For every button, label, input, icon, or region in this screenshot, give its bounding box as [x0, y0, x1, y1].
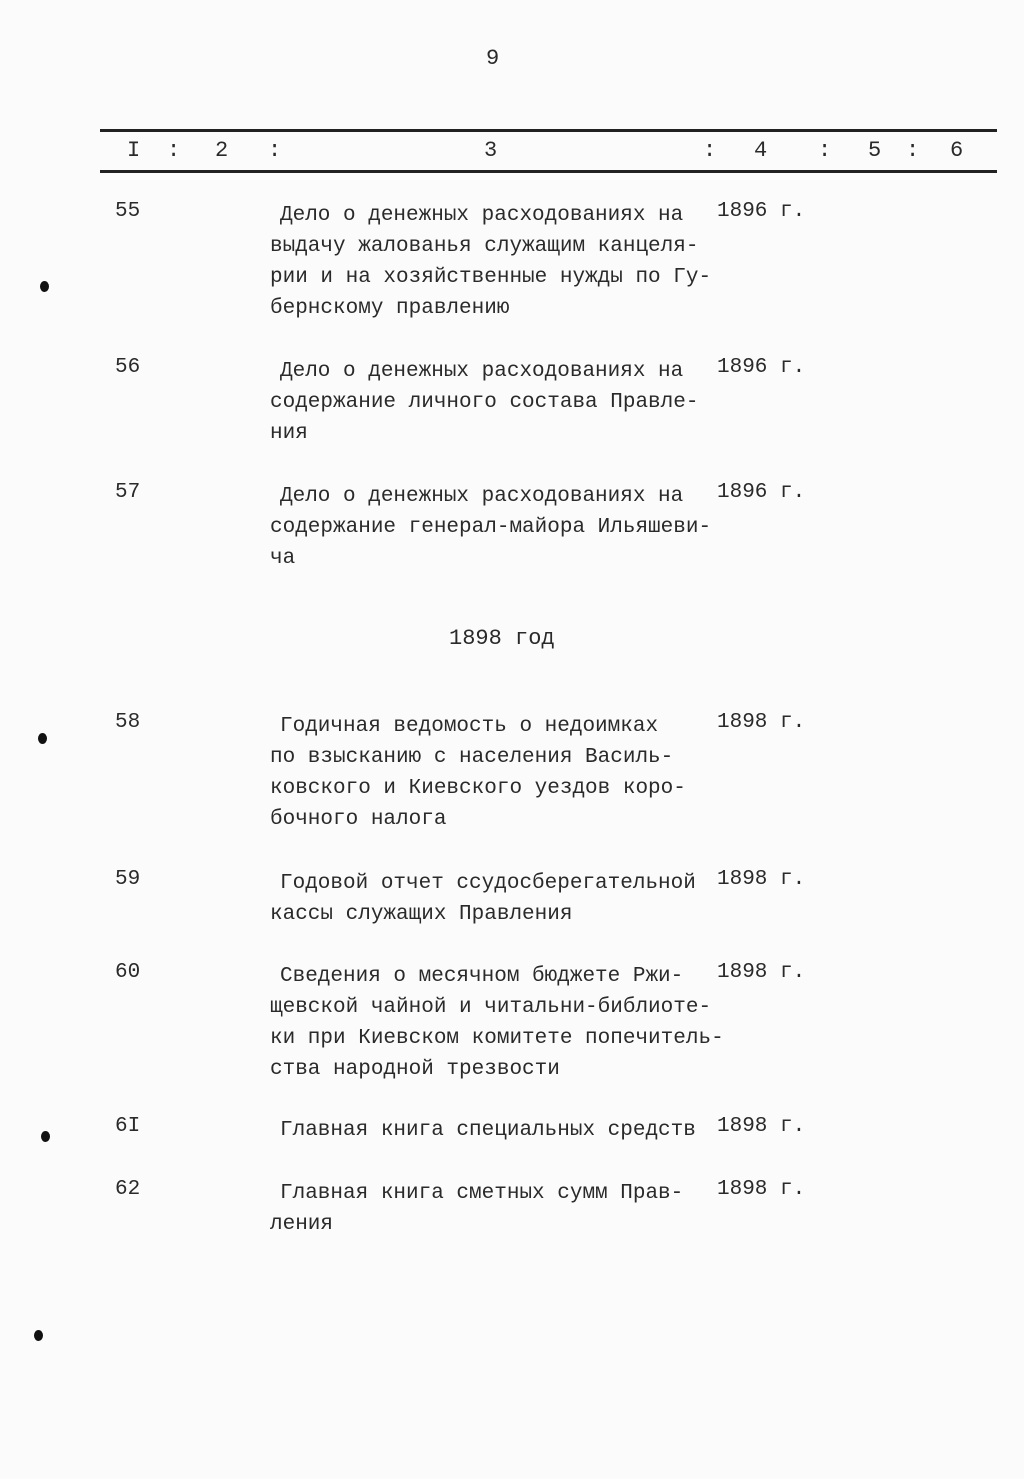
header-bottom-rule [100, 170, 997, 173]
entry-year: 1898 г. [717, 961, 806, 984]
column-separator: : [268, 138, 282, 163]
description-line: рии и на хозяйственные нужды по Гу- [270, 266, 712, 289]
entry-year: 1896 г. [717, 356, 806, 379]
description-line: Дело о денежных расходованиях на [280, 485, 684, 508]
column-separator: : [167, 138, 181, 163]
entry-description [270, 961, 724, 1085]
description-line: кассы служащих Правления [270, 903, 573, 926]
description-line: Главная книга сметных сумм Прав- [280, 1182, 684, 1205]
entry-description [270, 200, 711, 324]
entry-year: 1898 г. [717, 868, 806, 891]
entry-number: 60 [115, 961, 141, 984]
description-line: ковского и Киевского уездов коро- [270, 777, 686, 800]
description-line: выдачу жалованья служащим канцеля- [270, 235, 699, 258]
description-line: Дело о денежных расходованиях на [280, 204, 684, 227]
entry-number: 56 [115, 356, 141, 379]
entry-year: 1898 г. [717, 1115, 806, 1138]
description-line: бочного налога [270, 808, 447, 831]
description-line: Сведения о месячном бюджете Ржи- [280, 965, 684, 988]
description-line: Годовой отчет ссудосберегательной [280, 872, 696, 895]
entry-year: 1898 г. [717, 1178, 806, 1201]
column-header-6: 6 [950, 138, 964, 163]
entry-number: 59 [115, 868, 141, 891]
description-line: щевской чайной и читальни-библиоте- [270, 996, 712, 1019]
description-line: ления [270, 1213, 334, 1236]
description-line: содержание генерал-майора Ильяшеви- [270, 516, 712, 539]
punch-hole-mark [38, 733, 47, 744]
entry-description [270, 356, 698, 449]
entry-number: 58 [115, 711, 141, 734]
column-header-1: I [127, 138, 141, 163]
description-line: по взысканию с населения Василь- [270, 746, 674, 769]
description-line: ния [270, 422, 308, 445]
entry-description [270, 868, 696, 930]
section-heading: 1898 год [449, 626, 555, 651]
column-separator: : [906, 138, 920, 163]
description-line: ства народной трезвости [270, 1058, 560, 1081]
description-line: Главная книга специальных средств [280, 1119, 696, 1142]
description-line: ки при Киевском комитете попечитель- [270, 1027, 724, 1050]
entry-description [270, 481, 711, 574]
column-header-5: 5 [868, 138, 882, 163]
description-line: Годичная ведомость о недоимках [280, 715, 659, 738]
entry-number: 57 [115, 481, 141, 504]
entry-year: 1896 г. [717, 481, 806, 504]
entry-number: 55 [115, 200, 141, 223]
punch-hole-mark [34, 1330, 43, 1341]
page-number: 9 [486, 46, 500, 71]
punch-hole-mark [41, 1131, 50, 1142]
description-line: содержание личного состава Правле- [270, 391, 699, 414]
description-line: Дело о денежных расходованиях на [280, 360, 684, 383]
column-separator: : [703, 138, 717, 163]
entry-year: 1896 г. [717, 200, 806, 223]
entry-description [270, 711, 686, 835]
column-header-2: 2 [215, 138, 229, 163]
description-line: бернскому правлению [270, 297, 510, 320]
punch-hole-mark [40, 281, 49, 292]
entry-description [270, 1178, 683, 1240]
entry-number: 62 [115, 1178, 141, 1201]
description-line: ча [270, 547, 296, 570]
entry-description [270, 1115, 696, 1146]
column-header-4: 4 [754, 138, 768, 163]
column-header-3: 3 [484, 138, 498, 163]
header-top-rule [100, 129, 997, 132]
entry-number: 6I [115, 1115, 141, 1138]
column-separator: : [818, 138, 832, 163]
entry-year: 1898 г. [717, 711, 806, 734]
